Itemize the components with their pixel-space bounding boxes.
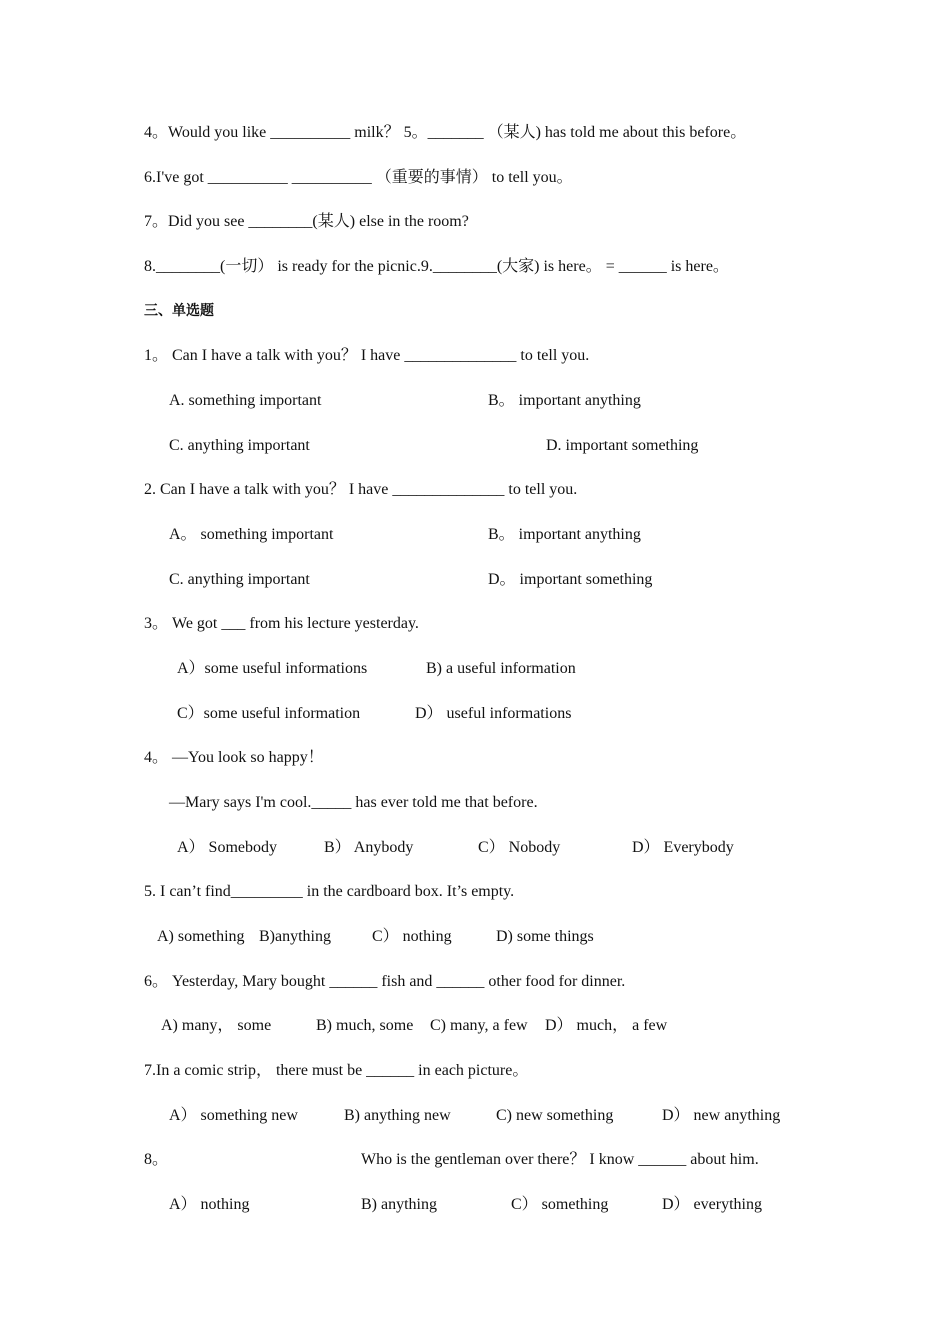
question-2-stem: 2. Can I have a talk with you？ I have ______________ to tell you. [144, 481, 578, 498]
question-8-stem: Who is the gentleman over there？ I know ______ about him. [361, 1151, 759, 1168]
fill-in-line-7: 7。Did you see ________(某人) else in the room? [144, 213, 469, 230]
question-7-option-b: B) anything new [344, 1107, 451, 1124]
question-2-option-b: B。 important anything [488, 526, 641, 543]
question-4-option-a: A） Somebody [177, 839, 278, 856]
question-1-option-d: D. important something [546, 437, 699, 454]
question-8-option-d: D） everything [662, 1196, 762, 1213]
question-2-option-a: A。 something important [169, 526, 334, 543]
question-2-option-c: C. anything important [169, 571, 310, 588]
question-6-option-a: A) many， some [161, 1017, 272, 1034]
question-3-option-c: C）some useful information [177, 705, 361, 722]
question-1-option-b: B。 important anything [488, 392, 641, 409]
question-7-option-c: C) new something [496, 1107, 614, 1124]
fill-in-line-4-5: 4。Would you like __________ milk？ 5。_______ （某人) has told me about this before。 [144, 124, 747, 141]
question-6-option-c: C) many, a few [430, 1017, 528, 1034]
question-8-option-a: A） nothing [169, 1196, 250, 1213]
question-3-option-b: B) a useful information [426, 660, 576, 677]
question-5-stem: 5. I can’t find_________ in the cardboard box. It’s empty. [144, 883, 515, 900]
question-3-option-a: A）some useful informations [177, 660, 368, 677]
question-6-option-d: D） much， a few [545, 1017, 668, 1034]
question-4-option-d: D） Everybody [632, 839, 734, 856]
question-5-option-d: D) some things [496, 928, 594, 945]
question-2-option-d: D。 important something [488, 571, 653, 588]
fill-in-line-8-9: 8.________(一切） is ready for the picnic.9.________(大家) is here。 = ______ is here。 [144, 258, 729, 275]
question-8-number: 8。 [144, 1151, 169, 1168]
question-7-stem: 7.In a comic strip， there must be ______ in each picture。 [144, 1062, 529, 1079]
question-7-option-a: A） something new [169, 1107, 298, 1124]
question-4-option-c: C） Nobody [478, 839, 561, 856]
question-4-stem-reply: —Mary says I'm cool._____ has ever told me that before. [169, 794, 538, 811]
question-1-option-c: C. anything important [169, 437, 310, 454]
question-4-stem: 4。 —You look so happy！ [144, 749, 324, 766]
question-3-option-d: D） useful informations [415, 705, 572, 722]
question-8-option-b: B) anything [361, 1196, 437, 1213]
question-8-option-c: C） something [511, 1196, 609, 1213]
fill-in-line-6: 6.I've got __________ __________ （重要的事情） to tell you。 [144, 169, 573, 186]
question-5-option-c: C） nothing [372, 928, 452, 945]
question-5-option-b: B)anything [259, 928, 331, 945]
question-6-option-b: B) much, some [316, 1017, 414, 1034]
question-4-option-b: B） Anybody [324, 839, 414, 856]
question-5-option-a: A) something [157, 928, 245, 945]
question-6-stem: 6。 Yesterday, Mary bought ______ fish and ______ other food for dinner. [144, 973, 626, 990]
question-7-option-d: D） new anything [662, 1107, 781, 1124]
section-heading: 三、单选题 [144, 303, 214, 319]
question-3-stem: 3。 We got ___ from his lecture yesterday. [144, 615, 419, 632]
question-1-option-a: A. something important [169, 392, 322, 409]
question-1-stem: 1。 Can I have a talk with you？ I have ______________ to tell you. [144, 347, 590, 364]
